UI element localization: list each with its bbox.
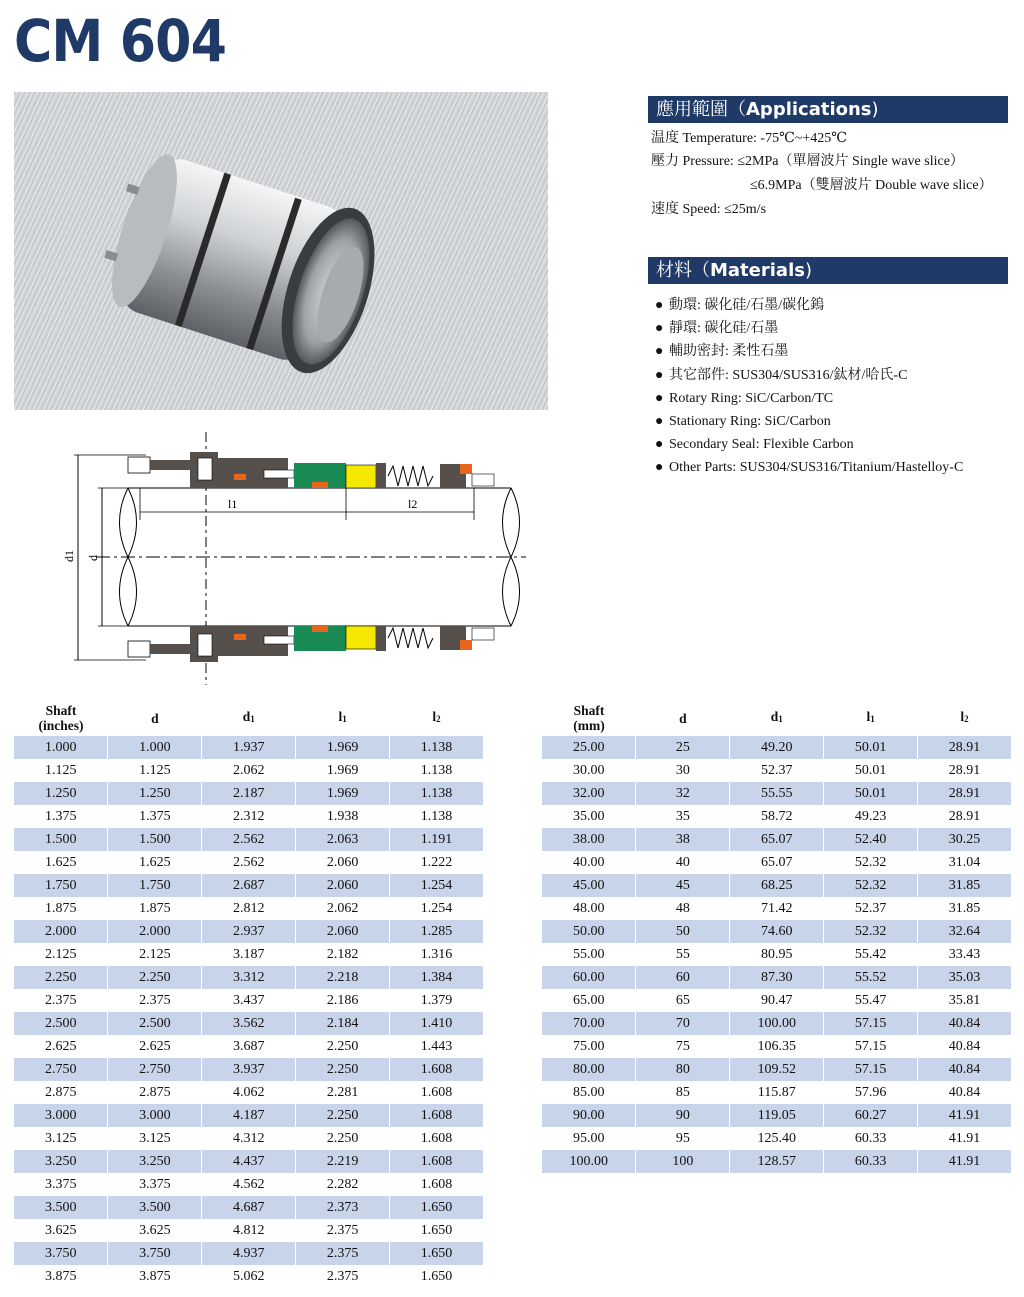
table-cell: 1.125 — [14, 759, 108, 782]
table-cell: 1.375 — [14, 805, 108, 828]
table-row — [14, 828, 484, 851]
col-header-d1: $d_1$ — [770, 709, 783, 724]
table-cell: 50 — [636, 920, 730, 943]
table-cell: 2.182 — [296, 943, 390, 966]
table-row — [542, 1081, 1012, 1104]
table-cell: 1.625 — [14, 851, 108, 874]
table-cell: 85 — [636, 1081, 730, 1104]
speed-spec: 速度 Speed: ≤25m/s — [651, 202, 767, 217]
table-cell: 57.15 — [824, 1058, 918, 1081]
table-cell: 2.500 — [14, 1012, 108, 1035]
table-cell: 35 — [636, 805, 730, 828]
table-cell: 3.937 — [202, 1058, 296, 1081]
table-cell: 57.15 — [824, 1035, 918, 1058]
dimensions-table-inches — [14, 700, 484, 1288]
table-cell: 3.687 — [202, 1035, 296, 1058]
table-cell: 3.250 — [108, 1150, 202, 1173]
table-cell: 2.250 — [108, 966, 202, 989]
table-cell: 45 — [636, 874, 730, 897]
table-cell: 60.27 — [824, 1104, 918, 1127]
table-cell: 58.72 — [730, 805, 824, 828]
table-row — [542, 874, 1012, 897]
table-cell: 128.57 — [730, 1150, 824, 1173]
table-cell: 115.87 — [730, 1081, 824, 1104]
table-cell: 2.562 — [202, 828, 296, 851]
table-cell: 2.687 — [202, 874, 296, 897]
table-row — [542, 851, 1012, 874]
table-cell: 41.91 — [918, 1127, 1012, 1150]
table-cell: 3.875 — [108, 1265, 202, 1288]
table-cell: 2.375 — [14, 989, 108, 1012]
table-cell: 35.81 — [918, 989, 1012, 1012]
table-cell: 40.84 — [918, 1058, 1012, 1081]
col-header-d: d — [151, 710, 159, 726]
table-cell: 2.219 — [296, 1150, 390, 1173]
table-cell: 2.250 — [296, 1035, 390, 1058]
table-cell: 52.40 — [824, 828, 918, 851]
table-cell: 4.062 — [202, 1081, 296, 1104]
table-cell: 3.125 — [108, 1127, 202, 1150]
table-cell: 4.687 — [202, 1196, 296, 1219]
table-row — [14, 1219, 484, 1242]
table-cell: 1.500 — [14, 828, 108, 851]
table-cell: 2.250 — [14, 966, 108, 989]
table-cell: 2.375 — [296, 1242, 390, 1265]
table-cell: 2.375 — [296, 1219, 390, 1242]
table-cell: 32.00 — [542, 782, 636, 805]
table-cell: 52.37 — [730, 759, 824, 782]
table-row — [542, 782, 1012, 805]
table-row — [14, 874, 484, 897]
table-row — [14, 759, 484, 782]
table-cell: 3.375 — [108, 1173, 202, 1196]
table-cell: 71.42 — [730, 897, 824, 920]
table-row — [14, 1242, 484, 1265]
table-header-row — [14, 700, 484, 736]
table-cell: 2.250 — [296, 1104, 390, 1127]
table-cell: 2.875 — [108, 1081, 202, 1104]
table-cell: 4.312 — [202, 1127, 296, 1150]
table-cell: 1.250 — [108, 782, 202, 805]
table-cell: 2.000 — [108, 920, 202, 943]
table-cell: 1.125 — [108, 759, 202, 782]
table-cell: 100 — [636, 1150, 730, 1173]
table-cell: 70.00 — [542, 1012, 636, 1035]
table-cell: 30.00 — [542, 759, 636, 782]
table-row — [14, 1127, 484, 1150]
table-cell: 3.187 — [202, 943, 296, 966]
table-row — [542, 943, 1012, 966]
table-cell: 2.250 — [296, 1058, 390, 1081]
product-title: CM 604 — [14, 7, 226, 75]
col-header-shaft-inches: Shaft (inches) — [38, 703, 84, 733]
table-cell: 31.85 — [918, 874, 1012, 897]
d-label: d — [86, 555, 100, 561]
table-row — [14, 1081, 484, 1104]
table-cell: 28.91 — [918, 736, 1012, 759]
material-item: ● 輔助密封: 柔性石墨 — [655, 344, 789, 360]
table-cell: 52.32 — [824, 920, 918, 943]
table-cell: 109.52 — [730, 1058, 824, 1081]
table-cell: 3.000 — [14, 1104, 108, 1127]
table-cell: 87.30 — [730, 966, 824, 989]
table-cell: 2.060 — [296, 920, 390, 943]
table-cell: 2.063 — [296, 828, 390, 851]
table-cell: 125.40 — [730, 1127, 824, 1150]
applications-header: 應用範圍（Applications) — [648, 96, 1008, 123]
table-row — [14, 943, 484, 966]
table-cell: 1.443 — [390, 1035, 484, 1058]
table-cell: 55.47 — [824, 989, 918, 1012]
table-header-row — [542, 700, 1012, 736]
table-cell: 1.937 — [202, 736, 296, 759]
table-cell: 2.500 — [108, 1012, 202, 1035]
table-cell: 31.85 — [918, 897, 1012, 920]
table-cell: 30 — [636, 759, 730, 782]
table-cell: 25.00 — [542, 736, 636, 759]
table-cell: 3.500 — [14, 1196, 108, 1219]
materials-header: 材料（Materials) — [648, 257, 1008, 284]
l1-label: l1 — [228, 497, 238, 511]
table-cell: 1.608 — [390, 1058, 484, 1081]
table-row — [14, 1035, 484, 1058]
table-cell: 2.125 — [14, 943, 108, 966]
table-cell: 55.42 — [824, 943, 918, 966]
table-cell: 50.00 — [542, 920, 636, 943]
table-cell: 50.01 — [824, 782, 918, 805]
table-cell: 25 — [636, 736, 730, 759]
table-cell: 4.187 — [202, 1104, 296, 1127]
table-cell: 41.91 — [918, 1150, 1012, 1173]
table-row — [542, 966, 1012, 989]
table-cell: 55.52 — [824, 966, 918, 989]
table-cell: 40.84 — [918, 1035, 1012, 1058]
material-item: ● 動環: 碳化硅/石墨/碳化鎢 — [655, 298, 825, 313]
table-row — [542, 1127, 1012, 1150]
table-cell: 55.00 — [542, 943, 636, 966]
table-cell: 1.608 — [390, 1127, 484, 1150]
table-cell: 3.750 — [14, 1242, 108, 1265]
table-row — [542, 1035, 1012, 1058]
table-cell: 1.750 — [14, 874, 108, 897]
table-cell: 3.312 — [202, 966, 296, 989]
table-cell: 80 — [636, 1058, 730, 1081]
col-header-d1: $d_1$ — [242, 709, 255, 724]
table-cell: 2.373 — [296, 1196, 390, 1219]
table-cell: 35.03 — [918, 966, 1012, 989]
table-cell: 1.384 — [390, 966, 484, 989]
table-cell: 38 — [636, 828, 730, 851]
table-cell: 2.250 — [296, 1127, 390, 1150]
pressure-spec-double: ≤6.9MPa（雙層波片 Double wave slice） — [750, 178, 993, 193]
table-row — [14, 1104, 484, 1127]
table-cell: 3.437 — [202, 989, 296, 1012]
table-row — [14, 1058, 484, 1081]
table-cell: 95 — [636, 1127, 730, 1150]
table-row — [14, 805, 484, 828]
table-cell: 2.218 — [296, 966, 390, 989]
table-cell: 80.00 — [542, 1058, 636, 1081]
table-cell: 3.250 — [14, 1150, 108, 1173]
table-cell: 1.969 — [296, 759, 390, 782]
material-item: ● Secondary Seal: Flexible Carbon — [655, 437, 854, 453]
table-cell: 1.969 — [296, 782, 390, 805]
table-cell: 40.84 — [918, 1012, 1012, 1035]
table-cell: 90.47 — [730, 989, 824, 1012]
materials-list — [655, 294, 963, 480]
table-cell: 49.23 — [824, 805, 918, 828]
table-cell: 2.060 — [296, 851, 390, 874]
table-cell: 5.062 — [202, 1265, 296, 1288]
table-cell: 38.00 — [542, 828, 636, 851]
pressure-spec: 壓力 Pressure: ≤2MPa（單層波片 Single wave slice） — [651, 154, 964, 169]
table-cell: 1.608 — [390, 1173, 484, 1196]
col-header-d: d — [679, 710, 687, 726]
table-row — [542, 1150, 1012, 1173]
table-cell: 1.222 — [390, 851, 484, 874]
table-cell: 1.650 — [390, 1242, 484, 1265]
table-row — [542, 805, 1012, 828]
table-row — [542, 989, 1012, 1012]
table-cell: 100.00 — [542, 1150, 636, 1173]
table-row — [14, 851, 484, 874]
material-item: ● Stationary Ring: SiC/Carbon — [655, 413, 831, 429]
table-cell: 40.00 — [542, 851, 636, 874]
table-cell: 1.191 — [390, 828, 484, 851]
table-cell: 3.125 — [14, 1127, 108, 1150]
table-cell: 4.562 — [202, 1173, 296, 1196]
table-cell: 1.650 — [390, 1265, 484, 1288]
table-cell: 3.375 — [14, 1173, 108, 1196]
table-cell: 1.750 — [108, 874, 202, 897]
table-cell: 65.07 — [730, 828, 824, 851]
table-cell: 32.64 — [918, 920, 1012, 943]
col-header-l1: $l_1$ — [866, 709, 875, 724]
d1-label: d1 — [62, 550, 76, 562]
table-cell: 2.062 — [202, 759, 296, 782]
table-cell: 2.562 — [202, 851, 296, 874]
table-cell: 60 — [636, 966, 730, 989]
table-cell: 1.410 — [390, 1012, 484, 1035]
table-cell: 49.20 — [730, 736, 824, 759]
table-cell: 41.91 — [918, 1104, 1012, 1127]
table-cell: 1.254 — [390, 897, 484, 920]
table-cell: 2.187 — [202, 782, 296, 805]
table-cell: 48.00 — [542, 897, 636, 920]
table-cell: 55 — [636, 943, 730, 966]
table-row — [14, 989, 484, 1012]
col-header-l2: $l_2$ — [432, 709, 441, 724]
table-cell: 1.608 — [390, 1104, 484, 1127]
table-cell: 3.500 — [108, 1196, 202, 1219]
table-row — [542, 736, 1012, 759]
table-cell: 28.91 — [918, 782, 1012, 805]
table-cell: 2.937 — [202, 920, 296, 943]
table-cell: 2.062 — [296, 897, 390, 920]
lower-seal-half — [128, 626, 494, 662]
table-cell: 3.750 — [108, 1242, 202, 1265]
table-cell: 28.91 — [918, 805, 1012, 828]
table-cell: 52.32 — [824, 874, 918, 897]
table-cell: 1.285 — [390, 920, 484, 943]
table-row — [542, 759, 1012, 782]
table-cell: 1.138 — [390, 805, 484, 828]
table-cell: 100.00 — [730, 1012, 824, 1035]
table-cell: 75 — [636, 1035, 730, 1058]
table-cell: 85.00 — [542, 1081, 636, 1104]
table-cell: 1.254 — [390, 874, 484, 897]
table-row — [542, 920, 1012, 943]
table-cell: 2.750 — [108, 1058, 202, 1081]
table-cell: 106.35 — [730, 1035, 824, 1058]
table-row — [14, 1012, 484, 1035]
table-cell: 80.95 — [730, 943, 824, 966]
table-cell: 3.000 — [108, 1104, 202, 1127]
table-cell: 65.07 — [730, 851, 824, 874]
table-cell: 3.625 — [14, 1219, 108, 1242]
table-row — [14, 1173, 484, 1196]
table-cell: 2.186 — [296, 989, 390, 1012]
table-row — [542, 828, 1012, 851]
table-cell: 45.00 — [542, 874, 636, 897]
material-item: ● Rotary Ring: SiC/Carbon/TC — [655, 390, 834, 406]
l2-label: l2 — [408, 497, 418, 511]
table-cell: 75.00 — [542, 1035, 636, 1058]
table-cell: 2.625 — [108, 1035, 202, 1058]
material-item: ● 其它部件: SUS304/SUS316/鈦材/哈氏-C — [655, 367, 908, 383]
table-cell: 1.608 — [390, 1150, 484, 1173]
table-cell: 1.375 — [108, 805, 202, 828]
table-row — [14, 1265, 484, 1288]
table-cell: 1.625 — [108, 851, 202, 874]
table-cell: 70 — [636, 1012, 730, 1035]
table-cell: 1.000 — [108, 736, 202, 759]
table-cell: 52.32 — [824, 851, 918, 874]
table-row — [14, 1150, 484, 1173]
table-cell: 1.000 — [14, 736, 108, 759]
temperature-spec: 温度 Temperature: -75℃~+425℃ — [651, 131, 847, 146]
table-row — [542, 1058, 1012, 1081]
table-cell: 1.500 — [108, 828, 202, 851]
table-cell: 48 — [636, 897, 730, 920]
table-cell: 50.01 — [824, 759, 918, 782]
table-cell: 2.750 — [14, 1058, 108, 1081]
table-row — [14, 782, 484, 805]
table-cell: 28.91 — [918, 759, 1012, 782]
col-header-l1: $l_1$ — [338, 709, 347, 724]
table-cell: 4.812 — [202, 1219, 296, 1242]
material-item: ● 靜環: 碳化硅/石墨 — [655, 321, 779, 337]
table-cell: 31.04 — [918, 851, 1012, 874]
table-cell: 1.379 — [390, 989, 484, 1012]
product-photo — [14, 92, 548, 410]
table-cell: 2.312 — [202, 805, 296, 828]
table-cell: 2.184 — [296, 1012, 390, 1035]
table-cell: 2.812 — [202, 897, 296, 920]
table-cell: 1.650 — [390, 1196, 484, 1219]
col-header-shaft-mm: Shaft (mm) — [573, 703, 605, 733]
table-cell: 65 — [636, 989, 730, 1012]
table-cell: 1.608 — [390, 1081, 484, 1104]
table-cell: 60.33 — [824, 1150, 918, 1173]
col-header-l2: $l_2$ — [960, 709, 969, 724]
table-cell: 32 — [636, 782, 730, 805]
table-cell: 1.316 — [390, 943, 484, 966]
table-cell: 3.625 — [108, 1219, 202, 1242]
table-cell: 74.60 — [730, 920, 824, 943]
table-cell: 2.375 — [296, 1265, 390, 1288]
table-cell: 33.43 — [918, 943, 1012, 966]
dimensions-table-mm — [542, 700, 1012, 1173]
table-row — [14, 1196, 484, 1219]
table-cell: 1.138 — [390, 759, 484, 782]
table-cell: 50.01 — [824, 736, 918, 759]
table-cell: 2.875 — [14, 1081, 108, 1104]
table-row — [14, 897, 484, 920]
table-row — [542, 1104, 1012, 1127]
table-row — [14, 966, 484, 989]
table-cell: 3.562 — [202, 1012, 296, 1035]
table-cell: 30.25 — [918, 828, 1012, 851]
table-cell: 2.000 — [14, 920, 108, 943]
table-cell: 2.282 — [296, 1173, 390, 1196]
table-cell: 57.96 — [824, 1081, 918, 1104]
material-item: ● Other Parts: SUS304/SUS316/Titanium/Hastelloy-C — [655, 460, 964, 476]
table-cell: 60.33 — [824, 1127, 918, 1150]
table-cell: 68.25 — [730, 874, 824, 897]
table-cell: 2.125 — [108, 943, 202, 966]
table-cell: 90 — [636, 1104, 730, 1127]
table-cell: 60.00 — [542, 966, 636, 989]
table-cell: 1.138 — [390, 736, 484, 759]
table-cell: 57.15 — [824, 1012, 918, 1035]
table-cell: 90.00 — [542, 1104, 636, 1127]
table-row — [542, 1012, 1012, 1035]
table-cell: 35.00 — [542, 805, 636, 828]
table-cell: 40 — [636, 851, 730, 874]
table-cell: 55.55 — [730, 782, 824, 805]
table-row — [542, 897, 1012, 920]
table-cell: 119.05 — [730, 1104, 824, 1127]
upper-seal-half — [128, 452, 494, 488]
table-cell: 65.00 — [542, 989, 636, 1012]
table-cell: 2.281 — [296, 1081, 390, 1104]
table-cell: 1.875 — [14, 897, 108, 920]
table-cell: 2.375 — [108, 989, 202, 1012]
table-cell: 1.250 — [14, 782, 108, 805]
table-cell: 52.37 — [824, 897, 918, 920]
table-cell: 95.00 — [542, 1127, 636, 1150]
table-cell: 3.875 — [14, 1265, 108, 1288]
table-cell: 4.937 — [202, 1242, 296, 1265]
table-row — [14, 920, 484, 943]
table-cell: 1.938 — [296, 805, 390, 828]
table-cell: 1.650 — [390, 1219, 484, 1242]
table-cell: 1.969 — [296, 736, 390, 759]
table-row — [14, 736, 484, 759]
seal-cross-section-drawing — [56, 430, 536, 690]
table-cell: 1.138 — [390, 782, 484, 805]
table-cell: 4.437 — [202, 1150, 296, 1173]
table-cell: 2.625 — [14, 1035, 108, 1058]
table-cell: 1.875 — [108, 897, 202, 920]
table-cell: 2.060 — [296, 874, 390, 897]
table-cell: 40.84 — [918, 1081, 1012, 1104]
